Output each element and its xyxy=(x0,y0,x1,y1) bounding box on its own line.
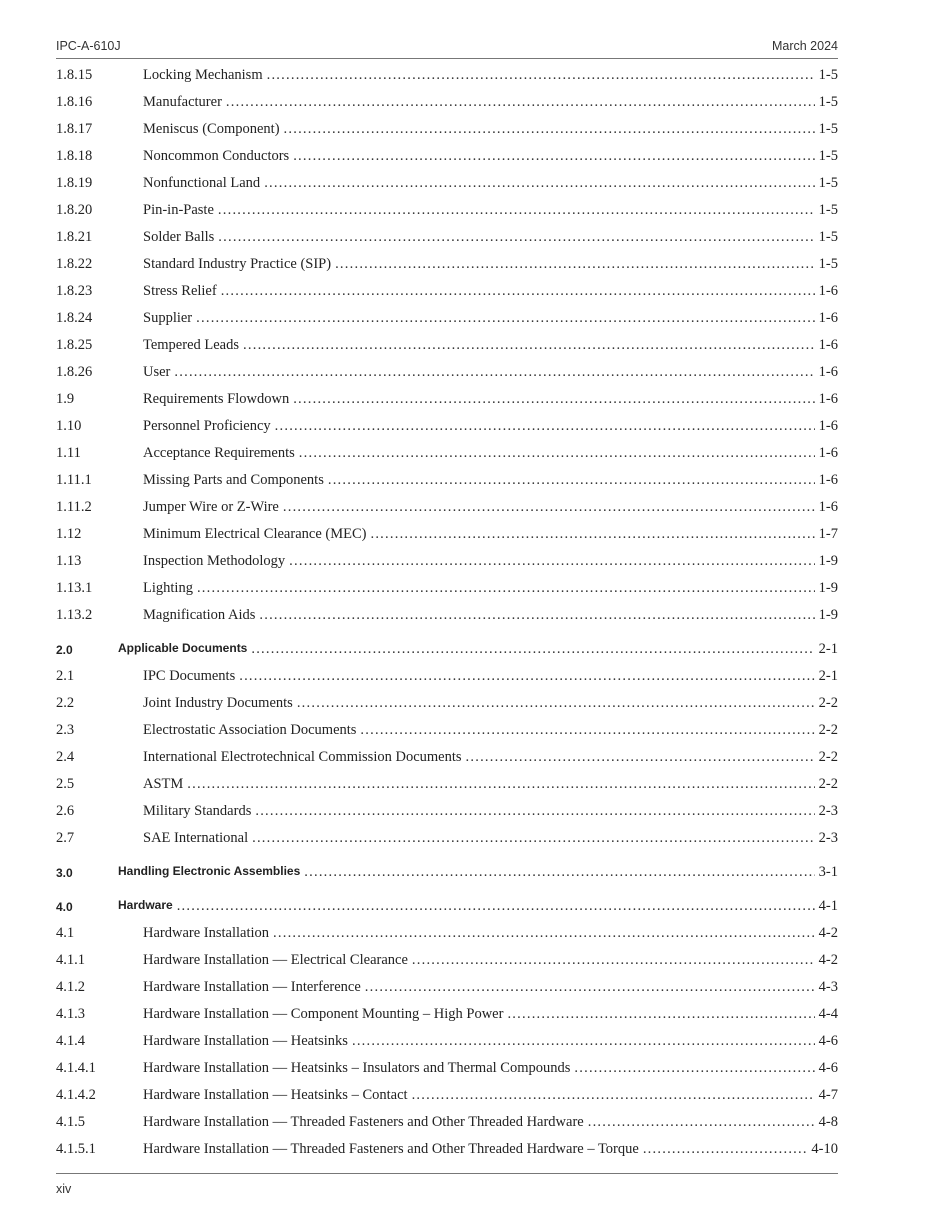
toc-entry-page: 2-1 xyxy=(818,668,838,684)
dot-leader xyxy=(574,1060,814,1077)
dot-leader xyxy=(412,1087,815,1104)
toc-entry-line xyxy=(143,925,838,942)
toc-entry-line xyxy=(143,803,838,820)
dot-leader xyxy=(255,803,814,820)
toc-entry-number: 1.8.19 xyxy=(56,175,93,191)
toc-entry xyxy=(56,278,838,305)
toc-entry-page: 4-8 xyxy=(818,1114,838,1130)
toc-entry xyxy=(56,224,838,251)
toc-entry-line xyxy=(143,445,838,462)
toc-entry-line xyxy=(143,526,838,543)
toc-entry-number: 1.8.25 xyxy=(56,337,93,353)
toc-entry-number: 1.8.24 xyxy=(56,310,93,326)
toc-entry-number: 4.1.3 xyxy=(56,1006,85,1022)
toc-entry-number: 2.0 xyxy=(56,643,73,657)
toc-entry-number: 4.1.4.1 xyxy=(56,1060,96,1076)
toc-entry xyxy=(56,1109,838,1136)
toc-entry-number: 1.10 xyxy=(56,418,82,434)
toc-entry-title: Joint Industry Documents xyxy=(143,695,293,711)
dot-leader xyxy=(370,526,814,543)
toc-entry-line xyxy=(143,580,838,597)
toc-entry-line xyxy=(143,668,838,685)
toc-entry-page: 1-6 xyxy=(818,391,838,407)
toc-entry-page: 4-7 xyxy=(818,1087,838,1103)
toc-entry-title: Hardware xyxy=(118,898,173,912)
dot-leader xyxy=(196,310,815,327)
dot-leader xyxy=(259,607,814,624)
toc-entry-number: 4.0 xyxy=(56,900,73,914)
toc-entry-page: 1-7 xyxy=(818,526,838,542)
toc-entry-number: 1.13.1 xyxy=(56,580,93,596)
toc-entry-number: 1.8.21 xyxy=(56,229,93,245)
toc-entry-line xyxy=(143,553,838,570)
toc-entry-title: Electrostatic Association Documents xyxy=(143,722,357,738)
toc-entry-title: Hardware Installation — Interference xyxy=(143,979,361,995)
page-number: xiv xyxy=(56,1182,72,1196)
dot-leader xyxy=(267,67,815,84)
toc-entry-title: Inspection Methodology xyxy=(143,553,286,569)
toc-section-heading xyxy=(56,893,838,920)
toc-entry-line xyxy=(143,749,838,766)
toc-entry-page: 4-10 xyxy=(811,1141,838,1157)
toc-entry-line xyxy=(143,1087,838,1104)
toc-section-heading xyxy=(56,859,838,886)
toc-entry-title: Stress Relief xyxy=(143,283,217,299)
toc-entry-title: Hardware Installation — Component Mounting – High Power xyxy=(143,1006,504,1022)
toc-entry xyxy=(56,251,838,278)
toc-entry-number: 1.11.2 xyxy=(56,499,92,515)
dot-leader xyxy=(243,337,815,354)
toc-entry xyxy=(56,947,838,974)
toc-entry-number: 4.1.5 xyxy=(56,1114,85,1130)
toc-entry-line xyxy=(143,499,838,516)
toc-entry-line xyxy=(143,337,838,354)
toc-entry-title: Acceptance Requirements xyxy=(143,445,295,461)
toc-entry xyxy=(56,440,838,467)
toc-entry-title: Applicable Documents xyxy=(118,641,248,655)
toc-entry-page: 4-2 xyxy=(818,952,838,968)
toc-entry-number: 4.1.2 xyxy=(56,979,85,995)
toc-entry-line xyxy=(143,283,838,300)
toc-entry-page: 1-6 xyxy=(818,364,838,380)
dot-leader xyxy=(218,229,814,246)
toc-entry-page: 4-6 xyxy=(818,1060,838,1076)
toc-entry-title: IPC Documents xyxy=(143,668,236,684)
toc-entry xyxy=(56,197,838,224)
publication-date: March 2024 xyxy=(771,39,838,53)
toc-entry-number: 1.8.22 xyxy=(56,256,93,272)
table-of-contents xyxy=(56,62,838,1163)
toc-entry-page: 1-9 xyxy=(818,607,838,623)
toc-entry-line xyxy=(143,1141,838,1158)
toc-entry-number: 1.11 xyxy=(56,445,81,461)
dot-leader xyxy=(187,776,814,793)
toc-entry-title: Personnel Proficiency xyxy=(143,418,271,434)
dot-leader xyxy=(251,641,814,658)
toc-entry-number: 2.2 xyxy=(56,695,75,711)
toc-entry-page: 1-6 xyxy=(818,283,838,299)
dot-leader xyxy=(299,445,815,462)
dot-leader xyxy=(328,472,815,489)
dot-leader xyxy=(221,283,815,300)
toc-entry-line xyxy=(143,1060,838,1077)
toc-entry xyxy=(56,974,838,1001)
toc-entry-line xyxy=(143,175,838,192)
toc-entry-number: 4.1.4.2 xyxy=(56,1087,96,1103)
toc-entry-title: Missing Parts and Components xyxy=(143,472,324,488)
toc-entry-page: 4-4 xyxy=(818,1006,838,1022)
toc-entry-line xyxy=(143,952,838,969)
toc-entry-line xyxy=(143,607,838,624)
toc-entry-line xyxy=(143,695,838,712)
toc-entry-page: 1-6 xyxy=(818,418,838,434)
toc-entry-page: 1-5 xyxy=(818,229,838,245)
toc-entry-line xyxy=(143,121,838,138)
toc-entry xyxy=(56,62,838,89)
toc-entry-line xyxy=(143,148,838,165)
toc-entry xyxy=(56,332,838,359)
document-id: IPC-A-610J xyxy=(56,39,121,53)
toc-entry-number: 4.1.1 xyxy=(56,952,85,968)
toc-entry-page: 3-1 xyxy=(818,864,838,880)
toc-entry-page: 2-2 xyxy=(818,695,838,711)
toc-entry-page: 1-6 xyxy=(818,472,838,488)
toc-entry-title: Hardware Installation — Heatsinks xyxy=(143,1033,348,1049)
toc-entry xyxy=(56,575,838,602)
toc-entry-page: 1-6 xyxy=(818,499,838,515)
dot-leader xyxy=(412,952,815,969)
toc-entry xyxy=(56,771,838,798)
toc-entry-title: User xyxy=(143,364,171,380)
toc-entry-title: Manufacturer xyxy=(143,94,222,110)
toc-entry xyxy=(56,359,838,386)
toc-entry-page: 1-5 xyxy=(818,148,838,164)
dot-leader xyxy=(360,722,814,739)
toc-entry-line xyxy=(118,898,838,915)
dot-leader xyxy=(507,1006,814,1023)
toc-entry-line xyxy=(143,391,838,408)
toc-entry-number: 1.8.17 xyxy=(56,121,93,137)
toc-entry-line xyxy=(143,1006,838,1023)
toc-entry-page: 1-5 xyxy=(818,67,838,83)
toc-entry-line xyxy=(143,202,838,219)
toc-entry xyxy=(56,1028,838,1055)
toc-entry-page: 1-6 xyxy=(818,310,838,326)
toc-entry-page: 2-1 xyxy=(818,641,838,657)
toc-entry-title: Standard Industry Practice (SIP) xyxy=(143,256,332,272)
toc-entry-page: 1-5 xyxy=(818,94,838,110)
toc-entry-page: 2-2 xyxy=(818,776,838,792)
dot-leader xyxy=(352,1033,815,1050)
toc-entry-page: 4-1 xyxy=(818,898,838,914)
toc-entry-number: 1.12 xyxy=(56,526,82,542)
dot-leader xyxy=(289,553,814,570)
toc-entry-line xyxy=(143,310,838,327)
dot-leader xyxy=(226,94,815,111)
toc-entry-title: Tempered Leads xyxy=(143,337,240,353)
dot-leader xyxy=(284,121,815,138)
toc-entry-line xyxy=(118,864,838,881)
toc-entry-number: 1.11.1 xyxy=(56,472,92,488)
toc-entry xyxy=(56,548,838,575)
dot-leader xyxy=(297,695,815,712)
dot-leader xyxy=(264,175,814,192)
toc-entry-number: 1.13 xyxy=(56,553,82,569)
toc-entry-title: Requirements Flowdown xyxy=(143,391,290,407)
toc-entry xyxy=(56,143,838,170)
toc-entry-page: 1-5 xyxy=(818,175,838,191)
toc-entry-title: Magnification Aids xyxy=(143,607,256,623)
toc-entry-page: 4-6 xyxy=(818,1033,838,1049)
dot-leader xyxy=(273,925,815,942)
toc-entry-line xyxy=(143,979,838,996)
toc-entry-line xyxy=(143,229,838,246)
toc-entry xyxy=(56,798,838,825)
toc-entry-number: 1.9 xyxy=(56,391,75,407)
toc-entry xyxy=(56,602,838,629)
toc-entry-page: 1-9 xyxy=(818,553,838,569)
toc-entry xyxy=(56,467,838,494)
dot-leader xyxy=(588,1114,815,1131)
toc-entry-number: 4.1.4 xyxy=(56,1033,85,1049)
toc-entry-line xyxy=(143,722,838,739)
toc-section-heading xyxy=(56,636,838,663)
toc-entry xyxy=(56,89,838,116)
toc-entry-page: 2-2 xyxy=(818,749,838,765)
toc-entry-title: ASTM xyxy=(143,776,184,792)
toc-entry-number: 2.3 xyxy=(56,722,75,738)
dot-leader xyxy=(304,864,814,881)
toc-entry xyxy=(56,690,838,717)
toc-entry-line xyxy=(118,641,838,658)
toc-entry-number: 3.0 xyxy=(56,866,73,880)
toc-entry-line xyxy=(143,94,838,111)
toc-entry-page: 4-2 xyxy=(818,925,838,941)
dot-leader xyxy=(197,580,815,597)
toc-entry-title: Minimum Electrical Clearance (MEC) xyxy=(143,526,367,542)
toc-entry-page: 1-6 xyxy=(818,337,838,353)
toc-entry-title: Hardware Installation xyxy=(143,925,270,941)
toc-entry-title: SAE International xyxy=(143,830,249,846)
toc-entry-page: 1-6 xyxy=(818,445,838,461)
toc-entry-number: 1.8.23 xyxy=(56,283,93,299)
dot-leader xyxy=(365,979,815,996)
toc-entry xyxy=(56,663,838,690)
toc-entry-page: 1-9 xyxy=(818,580,838,596)
toc-entry-number: 2.4 xyxy=(56,749,75,765)
dot-leader xyxy=(466,749,815,766)
toc-entry-line xyxy=(143,830,838,847)
toc-entry xyxy=(56,170,838,197)
dot-leader xyxy=(252,830,815,847)
toc-entry-title: Nonfunctional Land xyxy=(143,175,261,191)
toc-entry xyxy=(56,717,838,744)
toc-entry xyxy=(56,744,838,771)
toc-entry-page: 1-5 xyxy=(818,202,838,218)
toc-entry xyxy=(56,494,838,521)
toc-entry xyxy=(56,1136,838,1163)
toc-entry-number: 2.7 xyxy=(56,830,75,846)
toc-entry-line xyxy=(143,67,838,84)
dot-leader xyxy=(174,364,814,381)
toc-entry-number: 1.8.16 xyxy=(56,94,93,110)
toc-entry-number: 1.13.2 xyxy=(56,607,93,623)
toc-entry-line xyxy=(143,418,838,435)
toc-entry xyxy=(56,1082,838,1109)
toc-entry-title: Noncommon Conductors xyxy=(143,148,290,164)
toc-entry-line xyxy=(143,776,838,793)
toc-entry-title: Lighting xyxy=(143,580,193,596)
toc-entry-page: 1-5 xyxy=(818,121,838,137)
toc-entry-title: Hardware Installation — Heatsinks – Insulators and Thermal Compounds xyxy=(143,1060,571,1076)
dot-leader xyxy=(293,148,814,165)
toc-entry-title: Hardware Installation — Electrical Clearance xyxy=(143,952,408,968)
dot-leader xyxy=(218,202,815,219)
dot-leader xyxy=(283,499,815,516)
toc-entry-number: 2.5 xyxy=(56,776,75,792)
toc-entry xyxy=(56,1055,838,1082)
toc-entry-page: 2-3 xyxy=(818,803,838,819)
toc-entry-title: Handling Electronic Assemblies xyxy=(118,864,301,878)
toc-entry-line xyxy=(143,1033,838,1050)
toc-entry-title: Locking Mechanism xyxy=(143,67,263,83)
toc-entry-number: 1.8.15 xyxy=(56,67,93,83)
toc-entry-line xyxy=(143,472,838,489)
toc-entry-line xyxy=(143,1114,838,1131)
toc-entry-title: Pin-in-Paste xyxy=(143,202,214,218)
toc-entry xyxy=(56,521,838,548)
dot-leader xyxy=(643,1141,808,1158)
toc-entry-title: Jumper Wire or Z-Wire xyxy=(143,499,279,515)
dot-leader xyxy=(335,256,815,273)
dot-leader xyxy=(293,391,814,408)
toc-entry-title: Supplier xyxy=(143,310,193,326)
toc-entry-page: 1-5 xyxy=(818,256,838,272)
toc-entry-title: Solder Balls xyxy=(143,229,215,245)
toc-entry-number: 4.1 xyxy=(56,925,75,941)
toc-entry xyxy=(56,920,838,947)
toc-entry-number: 1.8.26 xyxy=(56,364,93,380)
toc-entry xyxy=(56,825,838,852)
toc-entry xyxy=(56,305,838,332)
toc-entry-number: 1.8.18 xyxy=(56,148,93,164)
toc-entry-number: 1.8.20 xyxy=(56,202,93,218)
running-footer xyxy=(56,1173,838,1196)
toc-entry-title: Hardware Installation — Threaded Fasteners and Other Threaded Hardware – Torque xyxy=(143,1141,639,1157)
toc-entry-number: 4.1.5.1 xyxy=(56,1141,96,1157)
toc-entry-page: 4-3 xyxy=(818,979,838,995)
toc-entry-title: International Electrotechnical Commission Documents xyxy=(143,749,462,765)
dot-leader xyxy=(177,898,815,915)
toc-entry-line xyxy=(143,364,838,381)
toc-entry xyxy=(56,413,838,440)
dot-leader xyxy=(275,418,815,435)
toc-entry-page: 2-3 xyxy=(818,830,838,846)
toc-entry-number: 2.1 xyxy=(56,668,75,684)
toc-entry xyxy=(56,1001,838,1028)
toc-entry-title: Meniscus (Component) xyxy=(143,121,280,137)
toc-entry-line xyxy=(143,256,838,273)
toc-entry-number: 2.6 xyxy=(56,803,75,819)
toc-entry-title: Hardware Installation — Threaded Fasteners and Other Threaded Hardware xyxy=(143,1114,584,1130)
toc-entry-page: 2-2 xyxy=(818,722,838,738)
toc-entry-title: Military Standards xyxy=(143,803,252,819)
toc-entry xyxy=(56,386,838,413)
running-header xyxy=(56,38,838,59)
toc-entry-title: Hardware Installation — Heatsinks – Contact xyxy=(143,1087,408,1103)
toc-entry xyxy=(56,116,838,143)
dot-leader xyxy=(239,668,814,685)
